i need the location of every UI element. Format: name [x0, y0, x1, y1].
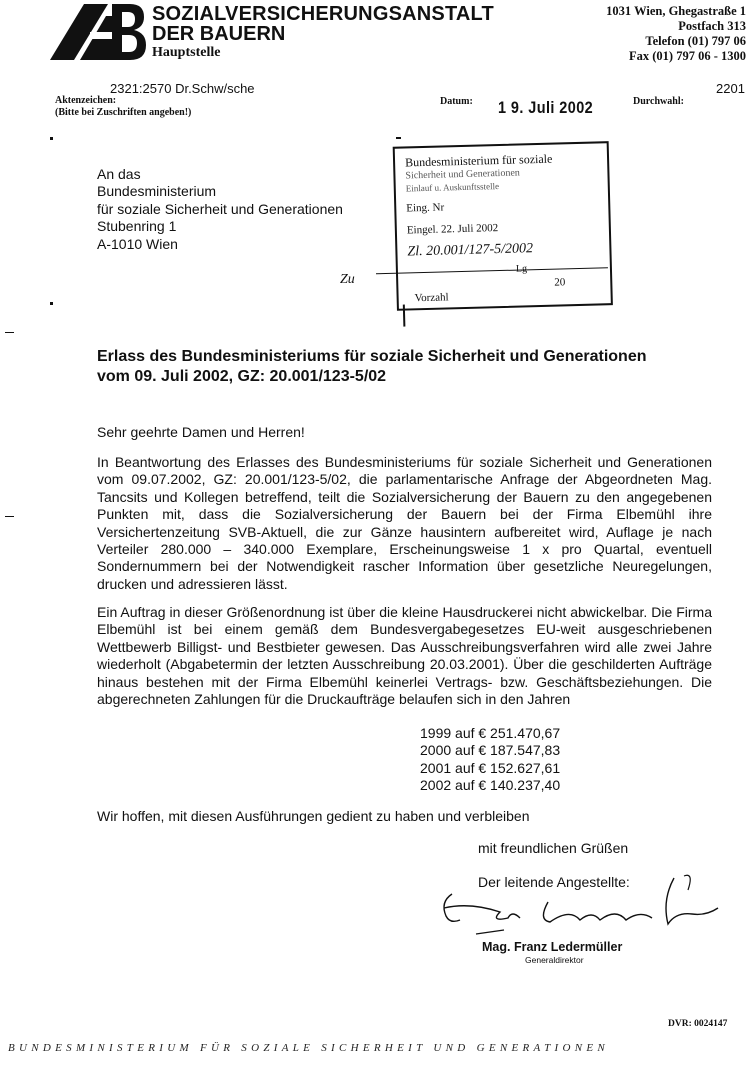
address-postbox: Postfach 313 [678, 19, 746, 33]
datum-label: Datum: [440, 96, 473, 107]
payment-row: 2001 auf € 152.627,61 [420, 759, 561, 776]
reference-note: (Bitte bei Zuschriften angeben!) [55, 107, 192, 118]
recipient-line: A-1010 Wien [97, 235, 178, 252]
datum-value: 1 9. Juli 2002 [498, 98, 594, 117]
closing-sentence: Wir hoffen, mit diesen Ausführungen gedient zu haben und verbleiben [97, 808, 530, 824]
ministry-footer-strip: BUNDESMINISTERIUM FÜR SOZIALE SICHERHEIT UND GENERATIONEN [8, 1042, 610, 1054]
sender-address [606, 4, 746, 64]
aktenzeichen-label: Aktenzeichen: [55, 95, 117, 106]
stamp-frame [393, 141, 613, 311]
body-paragraph-2: Ein Auftrag in dieser Größenordnung ist über die kleine Hausdruckerei nicht abwickelbar. Die Firma Elbemühl ist bei einem gemäß dem Bundesvergabegesetzes EU-weit ausgeschriebenen Wettbewerb Billigst- und Bestbieter gewesen. Das Ausschreibungsverfahren wird alle zwei Jahre wiederholt (Abgabetermin der letzten Ausschreibung 20.03.2001). Über die geschilderten Aufträge hinaus bestehen mit der Firma Elbemühl keinerlei Vertrags- bzw. Geschäftsbeziehungen. Die abgerechneten Zahlungen für die Druckaufträge belaufen sich in den Jahren [97, 604, 712, 708]
aktenzeichen-value: 2321:2570 Dr.Schw/sche [110, 81, 255, 96]
stamp-line: Sicherheit und Generationen [405, 167, 520, 182]
payment-row: 2000 auf € 187.547,83 [420, 742, 561, 759]
stamp-vorzahl: Vorzahl [414, 291, 449, 305]
stamp-line: Einlauf u. Auskunftsstelle [405, 181, 500, 194]
fold-mark [5, 516, 14, 517]
recipient-line: Stubenring 1 [97, 218, 177, 235]
durchwahl-label: Durchwahl: [633, 96, 684, 107]
address-fax: Fax (01) 797 06 - 1300 [629, 49, 746, 63]
receipt-stamp [393, 141, 610, 326]
window-mark [50, 137, 53, 140]
signature-greeting: mit freundlichen Grüßen [478, 840, 629, 856]
subject-line2: vom 09. Juli 2002, GZ: 20.001/123-5/02 [97, 368, 387, 385]
window-mark [50, 302, 53, 305]
body-paragraph-1: In Beantwortung des Erlasses des Bundesministeriums für soziale Sicherheit und Generationen vom 09.07.2002, GZ: 20.001/123-5/02, die parlamentarische Anfrage der Abgeordneten Mag. Tancsits und Kollegen betreffend, teilt die Sozialversicherung der Bauern zu den angegebenen Punkten mit, dass die Sozialversicherung der Bauern bei der Firma Elbemühl ihre Versichertenzeitung SVB-Aktuell, die zur Gänze hausintern aufbereitet wird, Auflage je nach Verteiler 280.000 – 340.000 Exemplare, Erscheinungsweise 1 x pro Quartal, eventuell Sondernummern bei der Notwendigkeit rascher Information über gesetzliche Neuregelungen, drucken und adressieren lässt. [97, 454, 712, 592]
recipient-line: für soziale Sicherheit und Generationen [97, 200, 343, 217]
stamp-file-number: Zl. 20.001/127-5/2002 [407, 241, 534, 260]
org-name-line2: DER BAUERN [152, 23, 286, 45]
signature-role: Der leitende Angestellte: [478, 874, 630, 890]
signatory-name: Mag. Franz Ledermüller [482, 940, 623, 954]
signatory-title: Generaldirektor [525, 955, 584, 965]
dvr-number: DVR: 0024147 [668, 1019, 728, 1029]
stamp-handwritten-note: Zu [340, 272, 355, 287]
recipient-line: Bundesministerium [97, 183, 217, 200]
subject-heading [97, 347, 646, 387]
stamp-line: Eing. Nr [406, 201, 445, 215]
recipient-address [97, 166, 343, 253]
window-mark [396, 137, 401, 139]
stamp-line: Bundesministerium für soziale [404, 151, 553, 170]
payment-row: 1999 auf € 251.470,67 [420, 725, 561, 741]
stamp-vorzahl-number: 20 [554, 276, 566, 289]
durchwahl-value: 2201 [716, 81, 745, 96]
stamp-line: Eingel. 22. Juli 2002 [406, 222, 499, 237]
svb-logo [50, 2, 146, 60]
recipient-line: An das [97, 166, 141, 182]
salutation: Sehr geehrte Damen und Herren! [97, 424, 305, 440]
subject-line1: Erlass des Bundesministeriums für soziale Sicherheit und Generationen [97, 348, 647, 365]
org-subtitle: Hauptstelle [152, 45, 221, 60]
payment-row: 2002 auf € 140.237,40 [420, 777, 561, 794]
payments-list [420, 725, 560, 795]
org-name-line1: SOZIALVERSICHERUNGSANSTALT [152, 3, 494, 25]
address-phone: Telefon (01) 797 06 [645, 34, 746, 48]
address-street: 1031 Wien, Ghegastraße 1 [606, 4, 746, 18]
fold-mark [5, 332, 14, 333]
